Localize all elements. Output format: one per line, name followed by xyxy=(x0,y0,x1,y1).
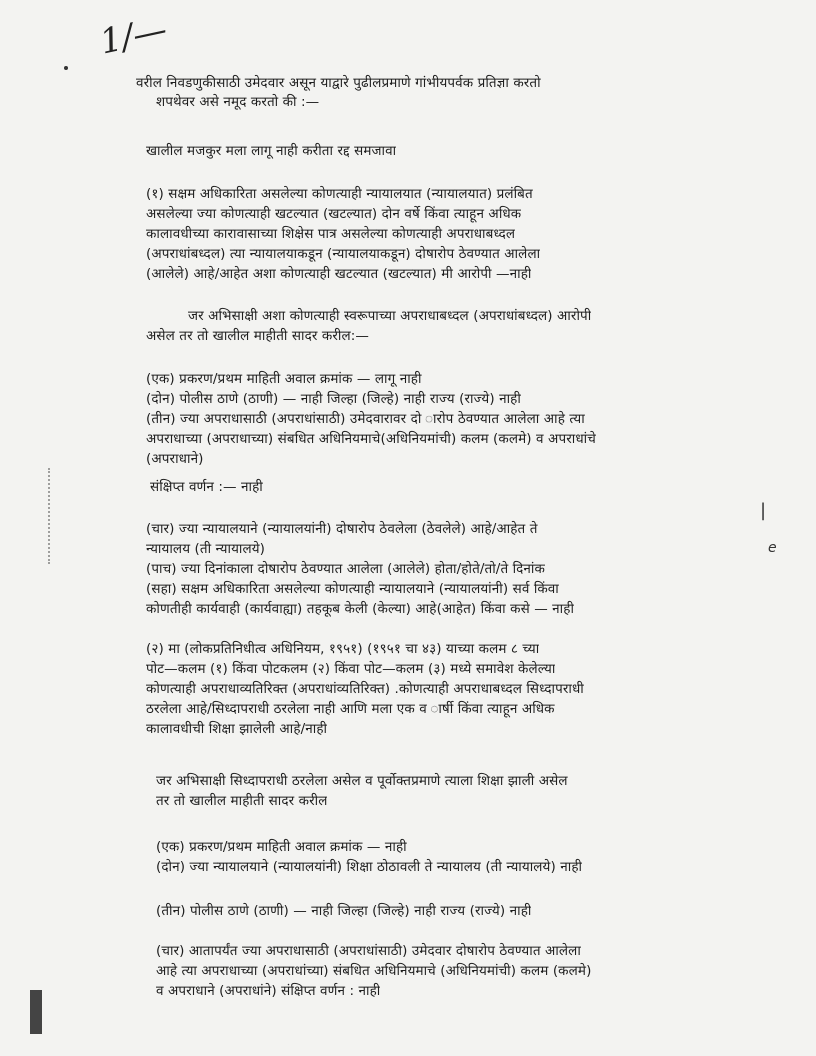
side-stamp-mark xyxy=(18,468,50,564)
oath-line-1: वरील निवडणुकीसाठी उमेदवार असून याद्वारे पुढीलप्रमाणे गांभीयपर्वक प्रतिज्ञा करतो xyxy=(136,75,541,91)
item-four-line-2: न्यायालय (ती न्यायालये) xyxy=(146,541,266,557)
conviction-item-three: (तीन) पोलीस ठाणे (ठाणी) — नाही जिल्हा (जिल्हे) नाही राज्य (राज्ये) नाही xyxy=(156,903,532,919)
section-1-line-1: (१) सक्षम अधिकारिता असलेल्या कोणत्याही न्यायालयात (न्यायालयात) प्रलंबित xyxy=(146,186,533,202)
section-2-line-2: पोट—कलम (१) किंवा पोटकलम (२) किंवा पोट—कलम (३) मध्ये समावेश केलेल्या xyxy=(146,661,556,677)
header-handwritten-mark: 1/— xyxy=(96,9,171,63)
section-2-line-1: (२) मा (लोकप्रतिनिधीत्व अधिनियम, १९५१) (१९५१ चा ४३) याच्या कलम ८ च्या xyxy=(146,641,540,657)
left-margin-speck xyxy=(64,66,68,70)
conviction-item-four-line-2: आहे त्या अपराधाच्या (अपराधांच्या) संबधित अधिनियमाचे (अधिनियमांची) कलम (कलमे) xyxy=(156,963,592,979)
conviction-item-four-line-3: व अपराधाने (अपराधांने) संक्षिप्त वर्णन : नाही xyxy=(156,983,381,999)
item-three-line-2: अपराधाच्या (अपराधाच्या) संबधित अधिनियमाचे(अधिनियमांची) कलम (कलमे) व अपराधांचे xyxy=(146,431,596,447)
section-1-line-4: (अपराधांबध्दल) त्या न्यायालयाकडून (न्यायालयाकडून) दोषारोप ठेवण्यात आलेला xyxy=(146,246,541,262)
if-convicted-line-1: जर अभिसाक्षी सिध्दापराधी ठरलेला असेल व पूर्वोक्तप्रमाणे त्याला शिक्षा झाली असेल xyxy=(156,773,568,789)
conviction-item-two: (दोन) ज्या न्यायालयाने (न्यायालयांनी) शिक्षा ठोठावली ते न्यायालय (ती न्यायालये) नाही xyxy=(156,859,583,875)
bottom-left-margin-bar xyxy=(30,990,42,1034)
if-accused-line-2: असेल तर तो खालील माहीती सादर करील:— xyxy=(146,328,370,344)
item-two-police-station: (दोन) पोलीस ठाणे (ठाणी) — नाही जिल्हा (जिल्हे) नाही राज्य (राज्ये) नाही xyxy=(146,391,521,407)
item-three-description: संक्षिप्त वर्णन :— नाही xyxy=(150,479,263,495)
if-accused-line-1: जर अभिसाक्षी अशा कोणत्याही स्वरूपाच्या अपराधाबध्दल (अपराधांबध्दल) आरोपी xyxy=(188,308,592,324)
not-applicable-note: खालील मजकुर मला लागू नाही करीता रद्द समजावा xyxy=(146,143,397,159)
section-2-line-5: कालावधीची शिक्षा झालेली आहे/नाही xyxy=(146,721,328,737)
section-1-line-5: (आलेले) आहे/आहेत अशा कोणत्याही खटल्यात (खटल्यात) मी आरोपी —नाही xyxy=(146,266,532,282)
item-five-date: (पाच) ज्या दिनांकाला दोषारोप ठेवण्यात आलेला (आलेले) होता/होते/तो/ते दिनांक xyxy=(146,561,545,577)
conviction-item-four-line-1: (चार) आतापर्यंत ज्या अपराधासाठी (अपराधांसाठी) उमेदवार दोषारोप ठेवण्यात आलेला xyxy=(156,943,581,959)
section-2-line-4: ठरलेला आहे/सिध्दापराधी ठरलेला नाही आणि मला एक व ार्षी किंवा त्याहून अधिक xyxy=(146,701,555,717)
item-four-line-1: (चार) ज्या न्यायालयाने (न्यायालयांनी) दोषारोप ठेवलेला (ठेवलेले) आहे/आहेत ते xyxy=(146,521,538,537)
right-edge-mark-2: e xyxy=(768,540,777,556)
oath-line-2: शपथेवर असे नमूद करतो की :— xyxy=(156,94,320,110)
if-convicted-line-2: तर तो खालील माहीती सादर करील xyxy=(156,793,328,809)
right-edge-mark: | xyxy=(760,500,767,521)
section-2-line-3: कोणत्याही अपराधाव्यतिरिक्त (अपराधांव्यतिरिक्त) .कोणत्याही अपराधाबध्दल सिध्दापराधी xyxy=(146,681,584,697)
item-six-line-2: कोणतीही कार्यवाही (कार्यवाह्या) तहकूब केली (केल्या) आहे(आहेत) किंवा कसे — नाही xyxy=(146,601,575,617)
conviction-item-one: (एक) प्रकरण/प्रथम माहिती अवाल क्रमांक — नाही xyxy=(156,839,407,855)
item-one-case-number: (एक) प्रकरण/प्रथम माहिती अवाल क्रमांक — लागू नाही xyxy=(146,371,422,387)
item-three-line-1: (तीन) ज्या अपराधासाठी (अपराधांसाठी) उमेदवारावर दो ारोप ठेवण्यात आलेला आहे त्या xyxy=(146,411,585,427)
item-three-line-3: (अपराधाने) xyxy=(146,451,204,467)
section-1-line-3: कालावधीच्या कारावासाच्या शिक्षेस पात्र असलेल्या कोणत्याही अपराधाबध्दल xyxy=(146,226,516,242)
item-six-line-1: (सहा) सक्षम अधिकारिता असलेल्या कोणत्याही न्यायालयाने (न्यायालयांनी) सर्व किंवा xyxy=(146,581,559,597)
section-1-line-2: असलेल्या ज्या कोणत्याही खटल्यात (खटल्यात) दोन वर्षे किंवा त्याहून अधिक xyxy=(146,206,522,222)
